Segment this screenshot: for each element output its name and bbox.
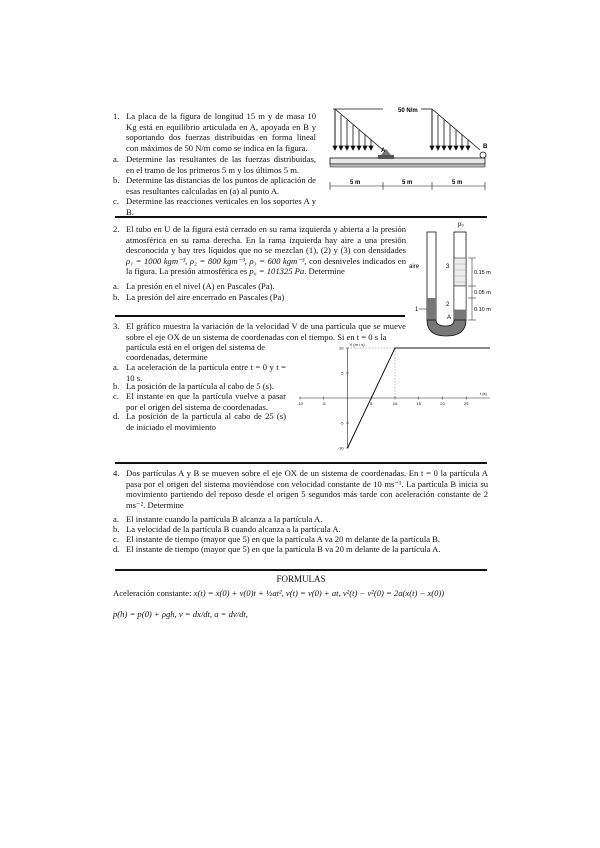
u-tube-liquid-3: 3 [446,264,450,270]
u-tube-p0: p₀ [458,222,464,228]
problem-3-number: 3. [113,321,120,331]
density-2: ρ₂ = 800 kgm⁻³, [189,255,247,266]
beam-dim-3: 5 m [452,180,463,186]
problem-3-item-d-letter: d. [113,411,120,421]
problem-2-item-b: La presión del aire encerrado en Pascales (Pa) [126,292,285,302]
beam-point-b: B [483,144,488,150]
x-tick-label: 10 [392,401,398,406]
formulas-line-2: p(h) = p(0) + ρgh, v = dx/dt, a = dv/dt, [113,609,248,619]
problem-3-item-b: La posición de la partícula al cabo de 5 (s). [126,381,274,391]
problem-3-intro-1: El gráfico muestra la variación de la velocidad V de una partícula que se mueve sobre el eje OX de un sistema de coordenadas con el tiempo. Si en t = 0 s la [126,321,406,342]
y-tick-label: 5 [341,370,344,376]
problem-1-item-c-letter: c. [113,196,119,206]
formula-kinematics: x(t) = x(0) + v(0)t + ½at², v(t) = v(0) + at, v²(t) − v²(0) = 2a(x(t) − x(0)) [193,588,445,598]
problem-4-intro: Dos partículas A y B se mueven sobre el eje OX de un sistema de coordenadas. En t = 0 la partícula A pasa por el origen del sistema moviéndose con velocidad constante de 10 ms⁻¹. La partícula B inicia su movimiento partiendo del reposo desde el origen 5 segundos más tarde con aceleración constante de 2 ms⁻². Determine [126,468,488,510]
problem-1-intro: La placa de la figura de longitud 15 m y de masa 10 Kg está en equilibrio articulada en A, apoyada en B y soportando dos fuerzas distribuidas en forma lineal con máximos de 50 N/m como se indica en la figura. [126,111,316,153]
beam-dim-2: 5 m [402,180,413,186]
x-tick-label: 15 [416,401,421,406]
problem-4-item-d-letter: d. [113,544,120,554]
problem-2-number: 2. [113,224,120,234]
problem-1-item-b: Determine las distancias de los puntos de aplicación de esas resultantes calculadas en (a) al punto A. [126,175,316,196]
beam-load-label: 50 N/m [398,108,418,114]
problem-3-intro-3: coordenadas, determine [126,352,208,362]
problem-3-item-a: La aceleración de la partícula entre t = 0 y t = 10 s. [126,362,286,383]
beam-dim-1: 5 m [350,180,361,186]
density-1: ρ₁ = 1000 kgm⁻³, [126,255,188,266]
formulas-label: Aceleración constante: [113,588,192,598]
problem-4-number: 4. [113,468,120,478]
problem-1-item-b-letter: b. [113,175,120,185]
problem-3-item-b-letter: b. [113,381,120,391]
beam-point-a: A [381,148,386,154]
problem-2-intro: El tubo en U de la figura está cerrado en su rama izquierda y abierta a la presión atmosférica en su rama derecha. En la rama izquierda hay aire a una presión desconocida y hay tres líquidos que no se mezclan (1), (2) y (3) con densidades ρ₁ = 1000 kgm⁻³, ρ₂ = 800 kgm⁻³, ρ₃ = 600 kgm⁻³, con desniveles indicados en la figura. La presión atmosférica es p₀ = 101325 Pa. Determine [126,224,407,277]
divider-2 [115,315,405,317]
problem-3-item-a-letter: a. [113,362,119,372]
atmospheric-pressure: p₀ = 101325 Pa [249,266,305,277]
problem-4-item-c-letter: c. [113,534,119,544]
problem-1-number: 1. [113,111,120,121]
x-tick-label: 25 [464,401,469,406]
problem-3-intro-2: partícula está en el origen del sistema de [126,342,266,352]
u-tube-level-a: A [447,315,452,321]
problem-4-item-b-letter: b. [113,524,120,534]
u-tube-liquid-1: 1 [415,307,419,313]
problem-2-item-b-letter: b. [113,292,120,302]
x-axis-label: t (s) [480,391,487,396]
u-tube-h1: 0.15 m [474,270,491,276]
y-tick-label: 10 [339,345,344,351]
formulas-title: FORMULAS [276,574,326,584]
u-tube-h2: 0.05 m [474,290,491,296]
problem-3-item-c-letter: c. [113,391,119,401]
problem-3-item-d: La posición de la partícula al cabo de 25 (s) de iniciado el movimiento [126,411,286,432]
y-tick-label: -5 [339,420,344,426]
problem-1-item-a-letter: a. [113,154,119,164]
formulas-line-1 [113,588,444,598]
problem-4-item-a-letter: a. [113,514,119,524]
u-tube-liquid-2: 2 [446,302,450,308]
problem-3-item-c: El instante en que la partícula vuelve a pasar por el origen del sistema de coordenadas. [126,391,286,412]
problem-1-item-c: Determine las reacciones verticales en los soportes A y B. [126,196,316,217]
u-tube-h3: 0.10 m [474,307,491,313]
u-tube-aire: aire [409,264,420,270]
x-tick-label: -10 [297,401,303,406]
problem-2-item-a-letter: a. [113,281,119,291]
problem-2-item-a: La presión en el nivel (A) en Pascales (Pa). [126,281,275,291]
problem-1-item-a: Determine las resultantes de las fuerzas distribuidas, en el tramo de los primeros 5 m y los últimos 5 m. [126,154,316,175]
y-axis-label: V (m / s) [349,342,365,347]
divider-4 [115,569,487,571]
x-tick-label: 20 [440,401,445,406]
u-tube-figure [408,218,492,340]
divider-3 [115,462,487,464]
y-tick-label: -10 [337,445,344,451]
problem-4-item-b: La velocidad de la partícula B cuando alcanza a la partícula A. [126,524,341,534]
problem-4-item-d: El instante de tiempo (mayor que 5) en que la partícula B va 20 m delante de la partícula A. [126,544,441,554]
velocity-time-chart [290,338,500,460]
problem-4-item-c: El instante de tiempo (mayor que 5) en que la partícula A va 20 m delante de la partícula B. [126,534,441,544]
density-3: ρ₃ = 600 kgm⁻³, [249,255,307,266]
beam-figure [320,104,495,196]
x-tick-label: 5 [370,401,373,406]
x-tick-label: -5 [321,401,326,406]
problem-4-item-a: El instante cuando la partícula B alcanza a la partícula A. [126,514,323,524]
